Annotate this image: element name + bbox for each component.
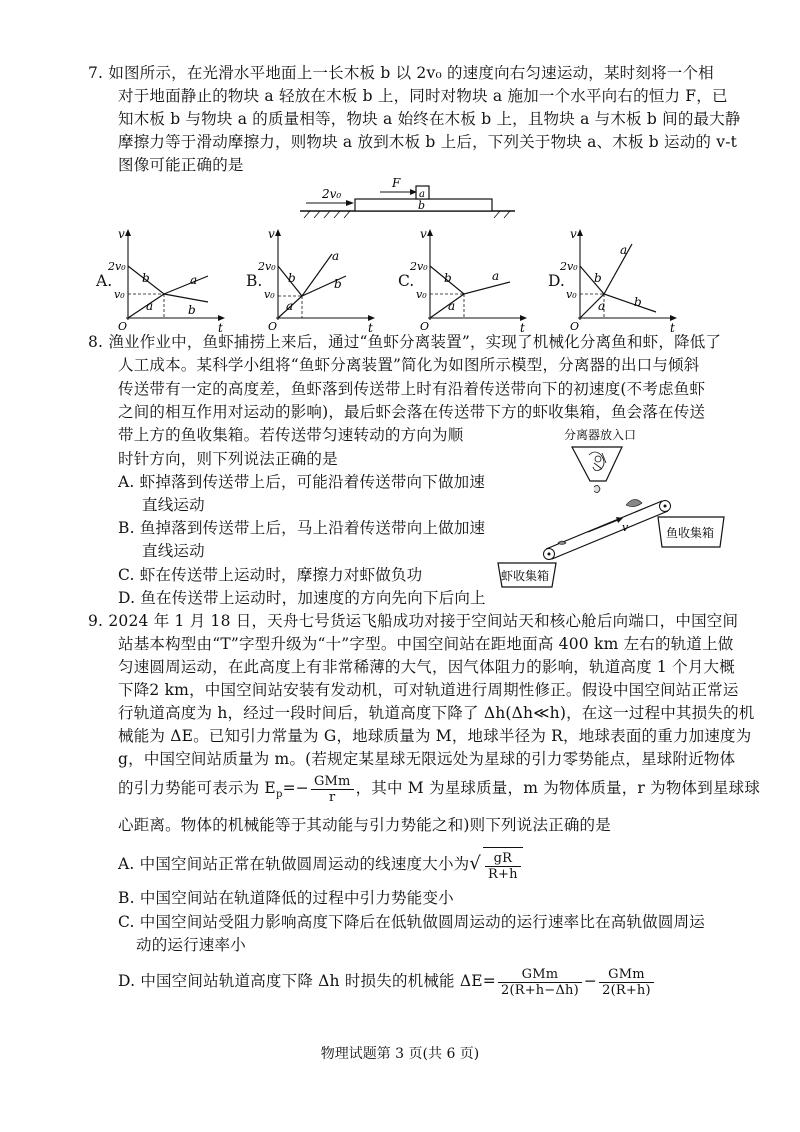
label-b: b: [288, 271, 296, 285]
q7-option-letter: C.: [398, 272, 415, 290]
label-t: t: [670, 321, 675, 332]
label-origin: O: [118, 320, 128, 332]
q9-line-ep: 的引力势能可表示为 $E_p=-$ $\frac{\text{GMm}}{r}$ ，其中 M 为星球质量，m 为物体质量，r 为物体到星球球: [118, 773, 761, 805]
q7-option-letter: B.: [246, 272, 263, 290]
q9-option-c: C. 中国空间站受阻力影响高度下降后在低轨做圆周运动的运行速率比在高轨做圆周运: [118, 913, 705, 931]
q8-line-5: 带上方的鱼收集箱。若传送带匀速转动的方向为顺: [118, 426, 464, 444]
label-b2: b: [634, 295, 642, 309]
line-b-branch: [164, 294, 208, 302]
q9-line-2: 站基本构型由“T”字型升级为“十”字型。中国空间站在距地面高 400 km 左右的轨道上做: [118, 635, 734, 653]
q9-line-3: 匀速圆周运动，在此高度上有非常稀薄的大气，因气体阻力的影响，轨道高度 1 个月大概: [118, 658, 735, 676]
q8-option-a: A. 虾掉落到传送带上后，可能沿着传送带向下做加速: [118, 473, 486, 491]
label-v: v: [268, 227, 275, 241]
q9-option-d: D. 中国空间站轨道高度下降 Δh 时损失的机械能 ΔE= $\frac{\text{GMm}}{2(R+h-\Delta h)}$ − $\frac{\text{GMm}}{2(R+h)}$: [118, 962, 656, 1000]
q7-line-1: 7. 如图所示，在光滑水平地面上一长木板 b 以 2v₀ 的速度向右匀速运动，某时刻将一个相: [88, 64, 714, 82]
label-2v0: 2v₀: [258, 260, 276, 273]
label-2v0: 2v₀: [108, 260, 126, 273]
line-b: [580, 266, 656, 312]
label-t: t: [368, 321, 373, 332]
v-axis-arrow: [427, 229, 433, 236]
page-footer: 物理试题第 3 页(共 6 页): [320, 1046, 480, 1062]
q9-line-last: 心距离。物体的机械能等于其动能与引力势能之和)则下列说法正确的是: [118, 816, 611, 834]
label-a2: a: [332, 249, 340, 263]
q8-line-6: 时针方向，则下列说法正确的是: [118, 450, 338, 468]
q7-option-letter: D.: [548, 272, 565, 290]
q7-line-5: 图像可能正确的是: [118, 156, 244, 174]
fig-v-label: 2v₀: [322, 187, 342, 201]
label-b: b: [594, 271, 602, 285]
label-a2: a: [190, 273, 198, 287]
q9-option-b: B. 中国空间站在轨道降低的过程中引力势能变小: [118, 889, 454, 907]
q7-line-3: 知木板 b 与物块 a 的质量相等，物块 a 始终在木板 b 上，且物块 a 与木板 b 间的最大静: [118, 110, 741, 128]
label-v: v: [570, 227, 577, 241]
q7-option-letter: A.: [96, 272, 113, 290]
label-a: a: [286, 299, 294, 313]
q8-option-a-cont: 直线运动: [142, 496, 205, 514]
q9-line-4: 下降2 km，中国空间站安装有发动机，可对轨道进行周期性修正。假设中国空间站正常运: [118, 681, 739, 699]
q8-line-3: 传送带有一定的高度差，鱼虾落到传送带上时有沿着传送带向下的初速度(不考虑鱼虾: [118, 380, 706, 398]
label-a: a: [146, 299, 154, 313]
label-2v0: 2v₀: [560, 260, 578, 273]
q9-line-1: 9. 2024 年 1 月 18 日，天舟七号货运飞船成功对接于空间站天和核心舱后向端口，中国空间: [88, 612, 739, 630]
q8-option-c: C. 虾在传送带上运动时，摩擦力对虾做负功: [118, 566, 423, 584]
label-t: t: [520, 321, 525, 332]
label-t: t: [218, 321, 223, 332]
label-b: b: [444, 271, 452, 285]
vt-graph: [108, 226, 228, 332]
label-origin: O: [570, 320, 580, 332]
label-a: a: [448, 299, 456, 313]
v-axis-arrow: [275, 229, 281, 236]
label-b2: b: [334, 277, 342, 291]
label-a2: a: [492, 269, 500, 283]
vt-graph: [410, 226, 530, 332]
label-a2: a: [620, 243, 628, 257]
fig-inlet-label: 分离器放入口: [564, 428, 637, 442]
fig-belt-v: v: [622, 521, 629, 534]
label-2v0: 2v₀: [410, 260, 428, 273]
fig-a-label: a: [419, 189, 425, 200]
vt-graph: [560, 226, 680, 332]
fig-shrimp-box: 虾收集箱: [501, 569, 550, 583]
label-v0: v₀: [264, 288, 275, 301]
q8-conveyor-figure: [494, 425, 730, 590]
label-v0: v₀: [566, 288, 577, 301]
label-origin: O: [420, 320, 430, 332]
vt-graph: [258, 226, 378, 332]
label-v0: v₀: [114, 288, 125, 301]
falling-shrimp-icon: [594, 485, 600, 492]
v-axis-arrow: [577, 229, 583, 236]
q9-option-c-cont: 动的运行速率小: [136, 936, 246, 954]
q9-line-6: 械能为 ΔE。已知引力常量为 G，地球质量为 M，地球半径为 R，地球表面的重力加速度为: [118, 727, 752, 745]
label-b2: b: [188, 303, 196, 317]
q9-option-a: A. 中国空间站正常在轨做圆周运动的线速度大小为√ $\frac{gR}{R+h}$: [118, 846, 523, 884]
q8-line-4: 之间的相互作用对运动的影响)，最后虾会落在传送带下方的虾收集箱，鱼会落在传送: [118, 403, 706, 421]
label-a: a: [598, 299, 606, 313]
q7-board-figure: [300, 176, 520, 220]
fig-force-label: F: [392, 176, 401, 190]
label-origin: O: [268, 320, 278, 332]
label-b: b: [142, 271, 150, 285]
label-v0: v₀: [416, 288, 427, 301]
fish-icon: [626, 499, 642, 506]
line-a: [430, 294, 464, 318]
q9-line-5: 行轨道高度为 h，经过一段时间后，轨道高度下降了 Δh(Δh≪h)，在这一过程中其损失的机: [118, 704, 755, 722]
q8-option-d: D. 鱼在传送带上运动时，加速度的方向先向下后向上: [118, 589, 486, 607]
fig-b-label: b: [418, 199, 426, 212]
label-v: v: [420, 227, 427, 241]
label-v: v: [118, 227, 125, 241]
q8-option-b: B. 鱼掉落到传送带上后，马上沿着传送带向上做加速: [118, 519, 486, 537]
q8-line-1: 8. 渔业作业中，鱼虾捕捞上来后，通过“鱼虾分离装置”，实现了机械化分离鱼和虾，降低了: [88, 333, 722, 351]
q8-option-b-cont: 直线运动: [142, 542, 205, 560]
q8-line-2: 人工成本。某科学小组将“鱼虾分离装置”简化为如图所示模型，分离器的出口与倾斜: [118, 356, 700, 374]
q7-line-4: 摩擦力等于滑动摩擦力，则物块 a 放到木板 b 上后，下列关于物块 a、木板 b 运动的 v-t: [118, 133, 738, 151]
q9-line-7: g，中国空间站质量为 m。(若规定某星球无限远处为星球的引力零势能点，星球附近物体: [118, 750, 736, 768]
q7-line-2: 对于地面静止的物块 a 轻放在木板 b 上，同时对物块 a 施加一个水平向右的恒力 F，已: [118, 87, 728, 105]
v-axis-arrow: [125, 229, 131, 236]
fig-fish-box: 鱼收集箱: [666, 526, 715, 540]
